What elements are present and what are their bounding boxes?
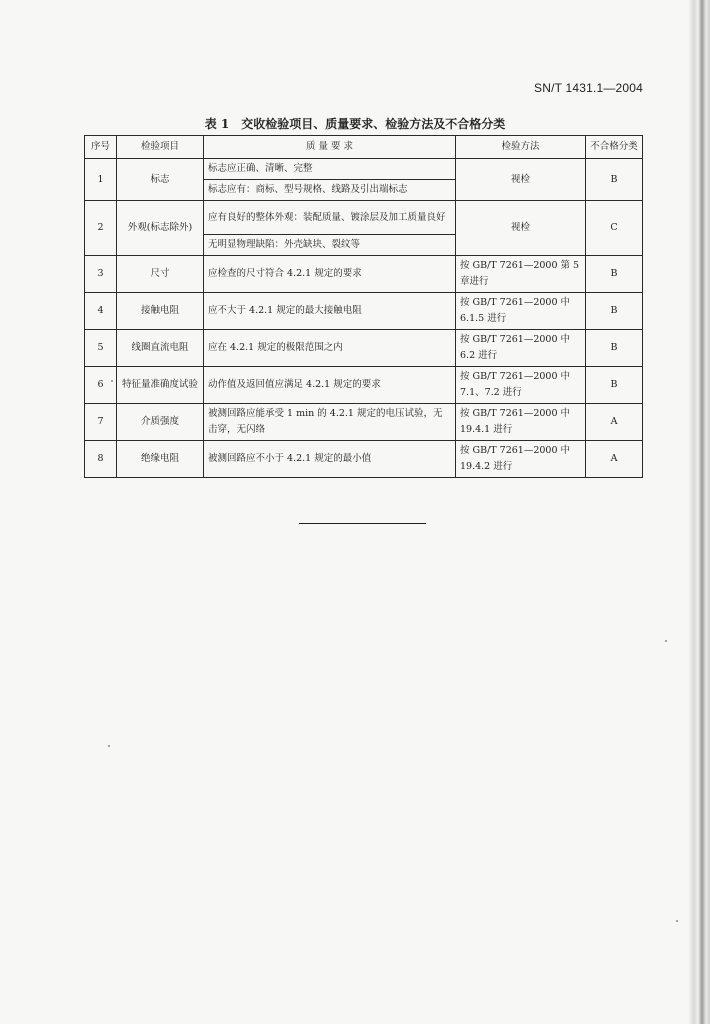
inspection-item: 标志 — [117, 159, 204, 201]
row-number: 5 — [85, 330, 117, 367]
inspection-item: 外观(标志除外) — [117, 201, 204, 256]
inspection-item: 尺寸 — [117, 256, 204, 293]
inspection-method: 按 GB/T 7261—2000 第 5 章进行 — [456, 256, 586, 293]
inspection-item: 特征量准确度试验 — [117, 367, 204, 404]
table-caption — [0, 115, 710, 132]
table-row — [85, 159, 643, 180]
column-header-class: 不合格分类 — [586, 136, 643, 159]
inspection-table — [84, 135, 643, 478]
inspection-item: 线圈直流电阻 — [117, 330, 204, 367]
quality-requirement: 应有良好的整体外观：装配质量、镀涂层及加工质量良好 — [204, 201, 456, 235]
row-number: 6 — [85, 367, 117, 404]
table-row — [85, 441, 643, 478]
inspection-method: 视检 — [456, 159, 586, 201]
nonconformity-class: B — [586, 159, 643, 201]
column-header-item: 检验项目 — [117, 136, 204, 159]
inspection-method: 按 GB/T 7261—2000 中 19.4.1 进行 — [456, 404, 586, 441]
nonconformity-class: C — [586, 201, 643, 256]
quality-requirement: 应检查的尺寸符合 4.2.1 规定的要求 — [204, 256, 456, 293]
end-rule — [299, 523, 426, 524]
nonconformity-class: A — [586, 404, 643, 441]
inspection-method: 按 GB/T 7261—2000 中 6.2 进行 — [456, 330, 586, 367]
row-number: 1 — [85, 159, 117, 201]
quality-requirement: 动作值及返回值应满足 4.2.1 规定的要求 — [204, 367, 456, 404]
standard-code: SN/T 1431.1—2004 — [534, 81, 644, 95]
quality-requirement: 应不大于 4.2.1 规定的最大接触电阻 — [204, 293, 456, 330]
inspection-method: 按 GB/T 7261—2000 中 7.1、7.2 进行 — [456, 367, 586, 404]
table-row — [85, 330, 643, 367]
column-header-no: 序号 — [85, 136, 117, 159]
table-row — [85, 201, 643, 235]
scan-speck — [665, 640, 667, 642]
table-row — [85, 293, 643, 330]
nonconformity-class: B — [586, 256, 643, 293]
table-header-row — [85, 136, 643, 159]
nonconformity-class: A — [586, 441, 643, 478]
table-row — [85, 404, 643, 441]
scan-speck — [108, 745, 110, 747]
scan-speck — [676, 920, 678, 922]
quality-requirement: 被测回路应能承受 1 min 的 4.2.1 规定的电压试验，无击穿，无闪络 — [204, 404, 456, 441]
inspection-method: 按 GB/T 7261—2000 中 19.4.2 进行 — [456, 441, 586, 478]
table-caption-title: 交收检验项目、质量要求、检验方法及不合格分类 — [241, 117, 506, 131]
nonconformity-class: B — [586, 367, 643, 404]
table-row — [85, 256, 643, 293]
table-row — [85, 367, 643, 404]
quality-requirement: 标志应正确、清晰、完整 — [204, 159, 456, 180]
inspection-item: 介质强度 — [117, 404, 204, 441]
row-number: 2 — [85, 201, 117, 256]
column-header-method: 检验方法 — [456, 136, 586, 159]
quality-requirement: 无明显物理缺陷：外壳缺块、裂纹等 — [204, 235, 456, 256]
column-header-requirements: 质 量 要 求 — [204, 136, 456, 159]
nonconformity-class: B — [586, 293, 643, 330]
scan-speck — [111, 380, 113, 382]
nonconformity-class: B — [586, 330, 643, 367]
inspection-method: 按 GB/T 7261—2000 中 6.1.5 进行 — [456, 293, 586, 330]
table-caption-number: 表 1 — [204, 117, 230, 131]
row-number: 4 — [85, 293, 117, 330]
quality-requirement: 应在 4.2.1 规定的极限范围之内 — [204, 330, 456, 367]
row-number: 7 — [85, 404, 117, 441]
inspection-item: 绝缘电阻 — [117, 441, 204, 478]
inspection-item: 接触电阻 — [117, 293, 204, 330]
quality-requirement: 被测回路应不小于 4.2.1 规定的最小值 — [204, 441, 456, 478]
row-number: 8 — [85, 441, 117, 478]
inspection-method: 视检 — [456, 201, 586, 256]
scan-page-edge — [688, 0, 710, 1024]
quality-requirement: 标志应有：商标、型号规格、线路及引出端标志 — [204, 180, 456, 201]
row-number: 3 — [85, 256, 117, 293]
